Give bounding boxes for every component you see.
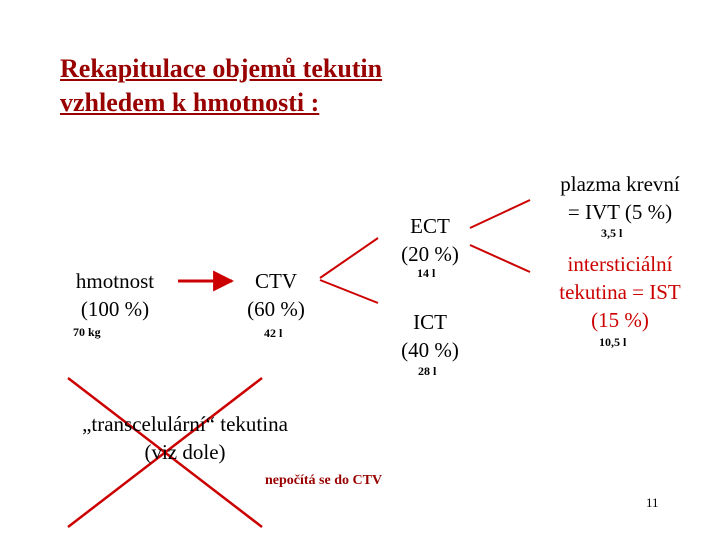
node-ect-label: ECT	[410, 214, 450, 238]
node-intersticialni	[530, 250, 710, 334]
node-intersticialni-percent: (15 %)	[591, 308, 649, 332]
transcelularni-block	[55, 410, 315, 466]
node-ctv-label: CTV	[255, 269, 297, 293]
node-plazma-percent: = IVT (5 %)	[567, 200, 673, 224]
node-intersticialni-label: intersticiální	[567, 252, 673, 276]
node-ctv	[226, 267, 326, 323]
node-hmotnost	[55, 267, 175, 323]
node-ect	[380, 212, 480, 268]
transcelularni-ref: (viz dole)	[144, 440, 226, 464]
node-ict-value: 28 l	[418, 364, 437, 378]
transcelularni-label: „transcelulární“ tekutina	[82, 412, 288, 436]
node-hmotnost-label: hmotnost	[75, 269, 155, 293]
node-ect-percent: (20 %)	[401, 242, 459, 266]
node-ict-percent: (40 %)	[401, 338, 459, 362]
node-ect-value: 14 l	[417, 266, 436, 280]
line-ctv-to-ect	[320, 238, 378, 278]
title-line-1: Rekapitulace objemů tekutin	[60, 54, 383, 83]
node-plazma-label: plazma krevní	[560, 172, 680, 196]
page-title	[60, 52, 382, 120]
title-line-2: vzhledem k hmotnosti :	[60, 88, 320, 117]
node-plazma	[530, 170, 710, 226]
line-ctv-to-ict	[320, 280, 378, 303]
node-intersticialni-line2: tekutina = IST	[559, 280, 681, 304]
node-hmotnost-value: 70 kg	[73, 325, 101, 339]
node-ict	[380, 308, 480, 364]
note-not-counted: nepočítá se do CTV	[265, 473, 383, 488]
node-ctv-percent: (60 %)	[247, 297, 305, 321]
node-plazma-value: 3,5 l	[601, 226, 623, 240]
node-ict-label: ICT	[413, 310, 447, 334]
node-ctv-value: 42 l	[264, 326, 283, 340]
page-number: 11	[646, 495, 659, 510]
node-hmotnost-percent: (100 %)	[80, 297, 150, 321]
node-intersticialni-value: 10,5 l	[599, 335, 627, 349]
